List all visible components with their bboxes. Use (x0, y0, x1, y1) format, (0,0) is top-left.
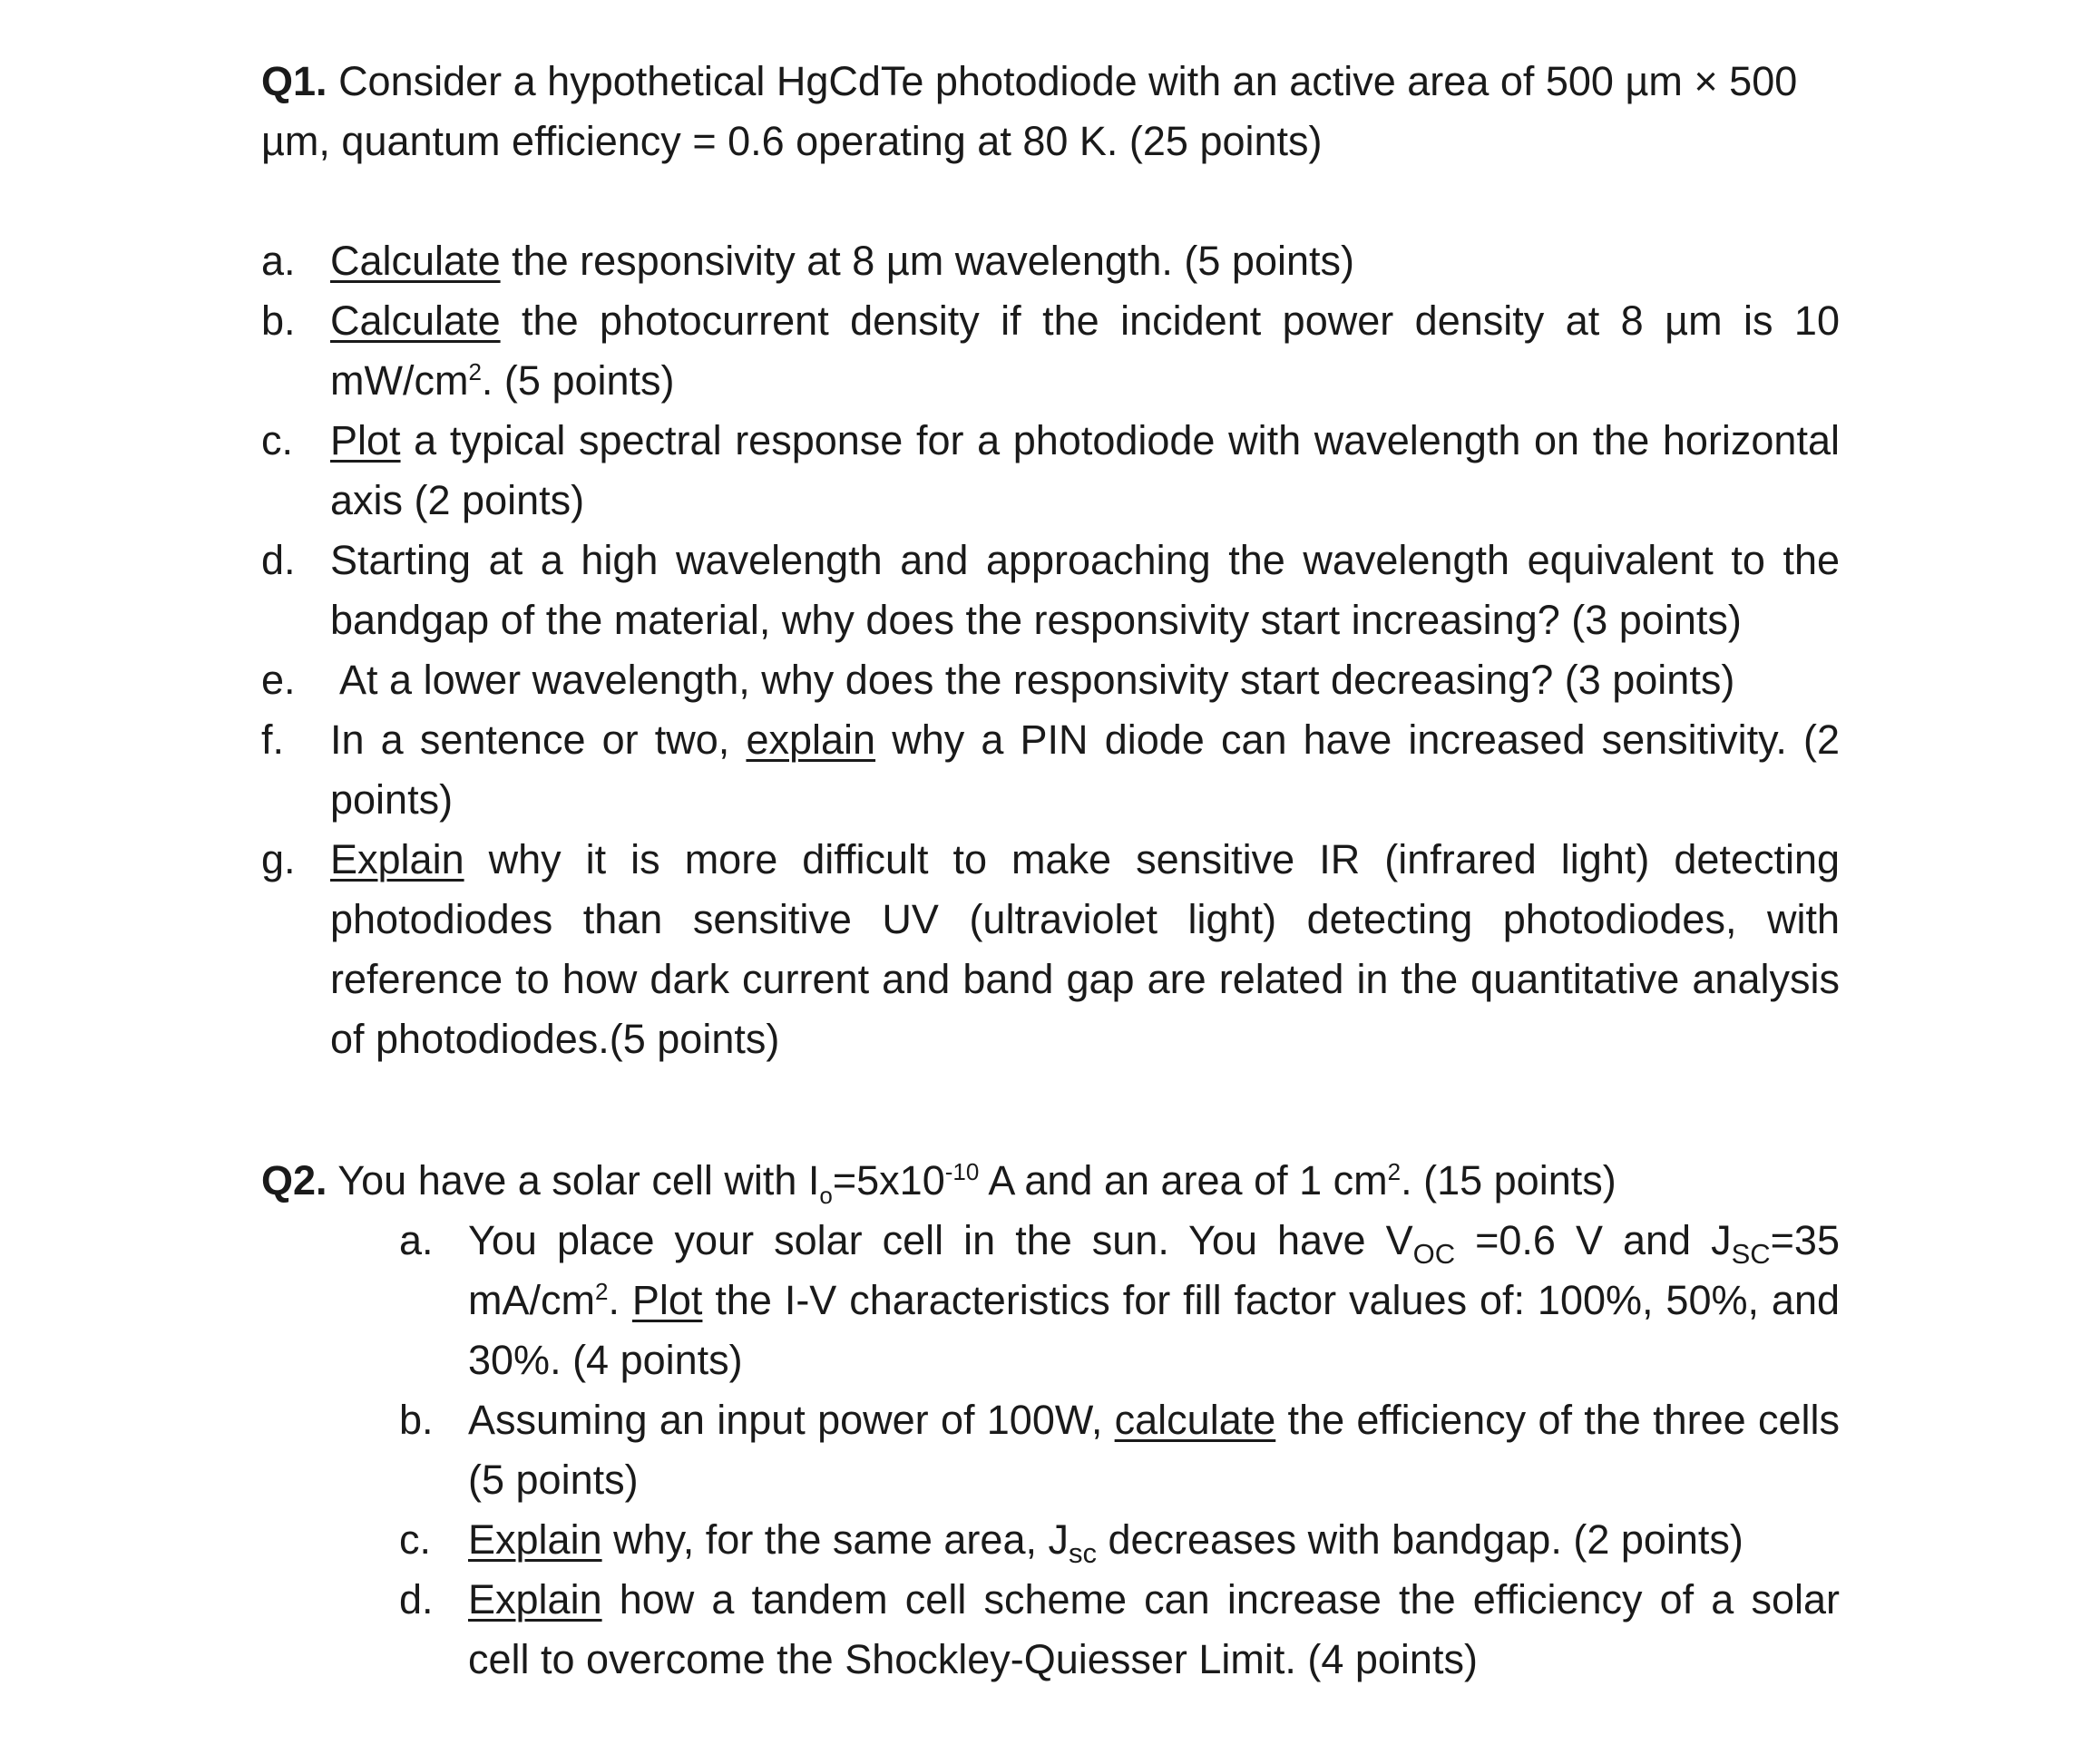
q2-item-c-s1: sc (1068, 1537, 1097, 1569)
q1-item-d-text: Starting at a high wavelength and approaching the wavelength equivalent to the bandgap of the material, why does the responsivity start increasing? (3 points) (330, 537, 1840, 643)
q2-item-d (399, 1570, 1840, 1690)
q1-item-b-text: the photocurrent density if the incident power density at 8 µm is 10 mW/cm (330, 297, 1840, 404)
q1-item-b (261, 291, 1840, 411)
q2-item-c-p2: decreases with bandgap. (2 points) (1096, 1516, 1743, 1563)
q2-label: Q2. (261, 1157, 327, 1203)
q2-item-b-verb: calculate (1114, 1397, 1276, 1443)
q2-item-a-verb: Plot (631, 1277, 703, 1323)
q1-item-e (261, 650, 1840, 710)
q2-item-b-pre: Assuming an input power of 100W, (468, 1397, 1115, 1443)
q1-item-f-pre: In a sentence or two, (330, 716, 747, 763)
q1-item-c (261, 411, 1840, 531)
q2-item-c-verb: Explain (468, 1516, 602, 1563)
q1-item-g-text: why it is more difficult to make sensitive IR (infrared light) detecting photodiodes than sensitive UV (ultraviolet light) detecting photodiodes, with reference to how dark current and band gap are related in the quantitative analysis of photodiodes.(5 points) (330, 836, 1840, 1062)
q2-item-a (399, 1211, 1840, 1390)
q1-item-e-text: At a lower wavelength, why does the responsivity start decreasing? (3 points) (330, 657, 1735, 703)
q2-item-a-s1: OC (1412, 1238, 1456, 1270)
q2-item-a-p5: the I-V characteristics for fill factor values of: 100%, 50%, and 30%. (4 points) (468, 1277, 1840, 1383)
q2-item-d-label: d. (399, 1576, 434, 1622)
q1-item-b-label: b. (261, 297, 296, 344)
q2-intro-sub: o (819, 1182, 833, 1209)
q1-item-a (261, 231, 1840, 291)
q2-item-c-label: c. (399, 1516, 432, 1563)
q2-item-d-text: how a tandem cell scheme can increase the efficiency of a solar cell to overcome the Shockley-Quiesser Limit. (4 points) (468, 1576, 1840, 1682)
q2-item-b-text: the efficiency of the three cells (5 points) (468, 1397, 1840, 1503)
q1-item-g-label: g. (261, 836, 296, 882)
q2-item-a-sup: 2 (595, 1278, 609, 1305)
q2-item-c-p1: why, for the same area, J (601, 1516, 1069, 1563)
q1-item-c-verb: Plot (330, 417, 401, 463)
q1-item-g-verb: Explain (330, 836, 464, 882)
q2-item-a-p4: . (608, 1277, 632, 1323)
q1-item-a-text: the responsivity at 8 µm wavelength. (5 points) (500, 238, 1354, 284)
q2-item-a-label: a. (399, 1217, 434, 1263)
q2-intro-sup2: 2 (1387, 1158, 1402, 1185)
q2-item-b (399, 1390, 1840, 1510)
q1-item-f-verb: explain (746, 716, 876, 763)
q1-item-g (261, 830, 1840, 1069)
q1-item-a-label: a. (261, 238, 296, 284)
q1-intro: Consider a hypothetical HgCdTe photodiode with an active area of 500 µm × 500 µm, quantum efficiency = 0.6 operating at 80 K. (25 points) (261, 58, 1798, 164)
q2-intro-sup: -10 (944, 1158, 980, 1185)
q1-item-d-label: d. (261, 537, 296, 583)
q1-item-b-sup: 2 (468, 358, 482, 385)
q1-item-f-label: f. (261, 716, 285, 763)
q1-item-f (261, 710, 1840, 830)
q2-heading (261, 1151, 1840, 1211)
q2-item-a-s2: SC (1731, 1238, 1771, 1270)
q1-item-a-verb: Calculate (330, 238, 501, 284)
q2-item-c (399, 1510, 1840, 1570)
q1-item-c-label: c. (261, 417, 294, 463)
q1-item-b-verb: Calculate (330, 297, 501, 344)
q1-item-b-tail: . (5 points) (481, 357, 675, 404)
q2-item-a-p1: You place your solar cell in the sun. You have V (468, 1217, 1413, 1263)
q2-item-d-verb: Explain (468, 1576, 602, 1622)
q1-item-f-text: why a PIN diode can have increased sensitivity. (2 points) (330, 716, 1840, 823)
q2-intro-d: . (15 points) (1401, 1157, 1617, 1203)
q1-heading (261, 52, 1840, 171)
q1-item-d (261, 531, 1840, 650)
q1-label: Q1. (261, 58, 327, 104)
q2-item-a-p3: =35 mA/cm (468, 1217, 1840, 1323)
q2-intro-b: =5x10 (832, 1157, 945, 1203)
q2-item-a-p2: =0.6 V and J (1455, 1217, 1732, 1263)
q2-intro-c: A and an area of 1 cm (979, 1157, 1388, 1203)
q1-item-e-label: e. (261, 657, 296, 703)
q2-item-b-label: b. (399, 1397, 434, 1443)
q2-intro-a: You have a solar cell with I (337, 1157, 820, 1203)
q1-item-c-text: a typical spectral response for a photodiode with wavelength on the horizontal axis (2 points) (330, 417, 1840, 523)
